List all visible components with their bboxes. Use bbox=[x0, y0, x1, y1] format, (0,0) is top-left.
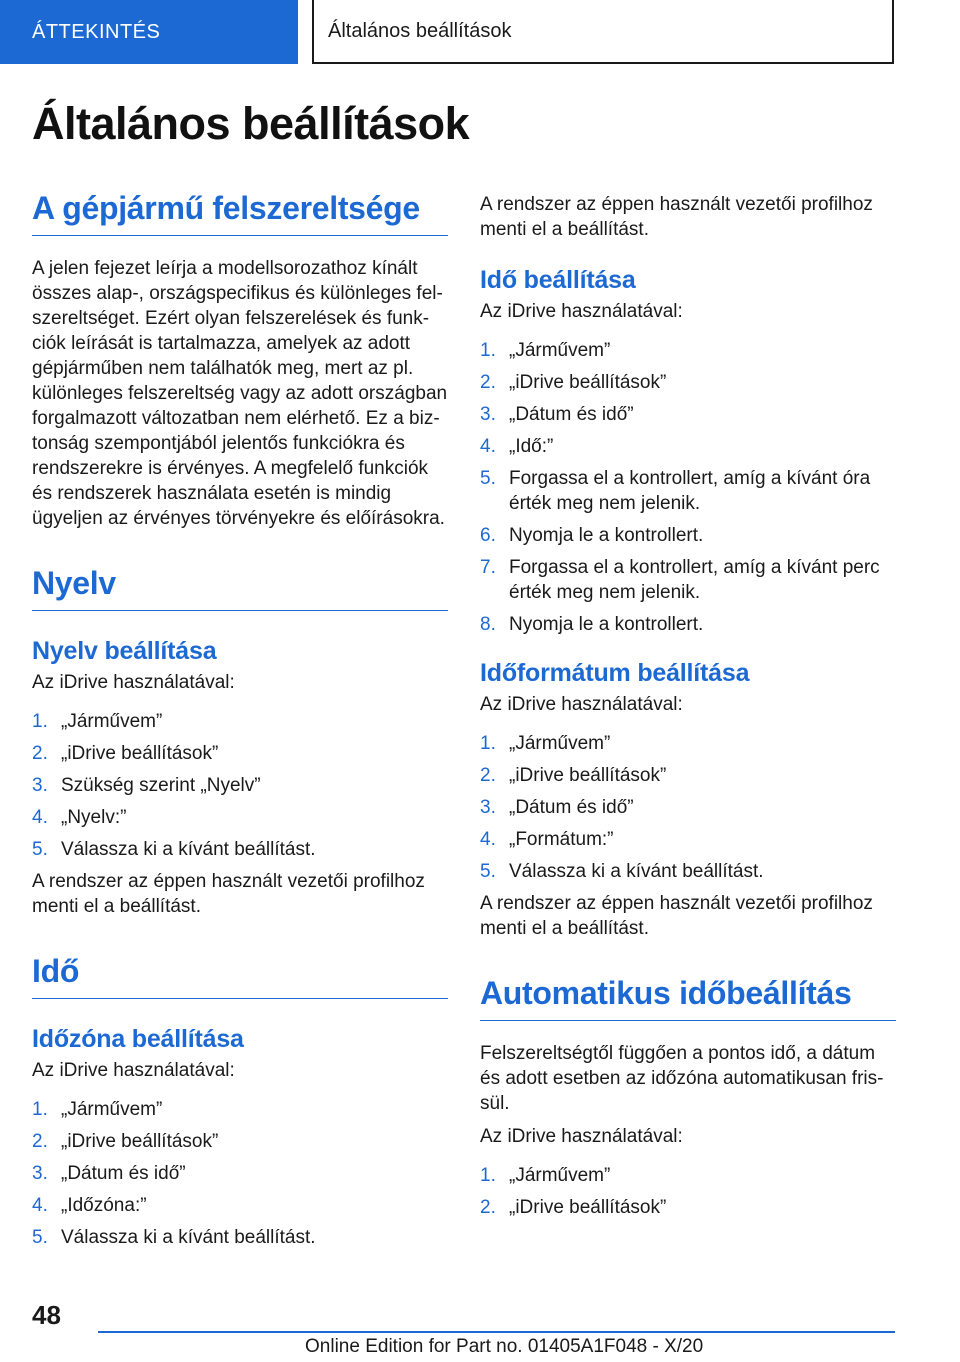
list-item: 5. Válassza ki a kívánt beállítást. bbox=[480, 861, 764, 882]
list-item: 3. „Dátum és idő” bbox=[32, 1163, 186, 1184]
list-item: 2. „iDrive beállítások” bbox=[480, 1197, 667, 1218]
list-item: 4. „Nyelv:” bbox=[32, 807, 127, 828]
list-item: 1. „Járművem” bbox=[32, 1099, 163, 1120]
list-item: 3. „Dátum és idő” bbox=[480, 404, 634, 425]
language-steps bbox=[32, 709, 448, 862]
auto-time-intro: Az iDrive használatával: bbox=[480, 1126, 683, 1147]
equipment-body: A jelen fejezet leírja a modellsorozathoz kínált összes alap-, országspecifikus és különleges felszereltséget. Ezért olyan felszerelések és funkciók leírását is tartalmazza, amelyek az adott gépjárműben nem találhatók meg, mert az pl. különleges felszereltség vagy az adott országban forgalmazott változatban nem elérhető. Ez a biztonság szempontjából jelentős funkciókra és rendszerekre is érvényes. A megfelelő funkciók és rendszerek használata esetén is mindig ügyeljen az érvényes törvényekre és előírásokra. bbox=[32, 258, 448, 529]
language-subheading: Nyelv beállítása bbox=[32, 637, 217, 665]
timezone-steps bbox=[32, 1097, 448, 1250]
chapter-tab[interactable]: Általános beállítások bbox=[312, 0, 894, 64]
time-format-intro: Az iDrive használatával: bbox=[480, 694, 683, 715]
auto-time-steps bbox=[480, 1163, 896, 1220]
equipment-heading: A gépjármű felszereltsége bbox=[32, 190, 448, 236]
list-item: 6. Nyomja le a kontrollert. bbox=[480, 525, 704, 546]
list-item: 1. „Járművem” bbox=[480, 340, 611, 361]
timezone-note: A rendszer az éppen használt vezetői profilhoz menti el a beállítást. bbox=[480, 194, 873, 240]
right-column bbox=[480, 192, 896, 1227]
list-item: 5. Válassza ki a kívánt beállítást. bbox=[32, 1227, 316, 1248]
time-format-note: A rendszer az éppen használt vezetői profilhoz menti el a beállítást. bbox=[480, 893, 873, 939]
list-item: 4. „Idő:” bbox=[480, 436, 554, 457]
time-format-subheading: Időformátum beállítása bbox=[480, 659, 750, 687]
left-column bbox=[32, 190, 448, 1257]
auto-time-body: Felszereltségtől függően a pontos idő, a dátum és adott esetben az időzóna automatikusan frissül. bbox=[480, 1043, 884, 1114]
timezone-subheading: Időzóna beállítása bbox=[32, 1025, 244, 1053]
time-format-steps bbox=[480, 731, 896, 884]
footer-divider bbox=[98, 1331, 895, 1333]
list-item: 2. „iDrive beállítások” bbox=[480, 765, 667, 786]
section-tab[interactable]: ÁTTEKINTÉS bbox=[0, 0, 298, 64]
list-item: 1. „Járművem” bbox=[32, 711, 163, 732]
list-item: 1. „Járművem” bbox=[480, 1165, 611, 1186]
footer-edition: Online Edition for Part no. 01405A1F048 - X/20 bbox=[305, 1336, 704, 1357]
list-item: 3. „Dátum és idő” bbox=[480, 797, 634, 818]
language-note: A rendszer az éppen használt vezetői profilhoz menti el a beállítást. bbox=[32, 871, 425, 917]
page-number: 48 bbox=[32, 1300, 61, 1330]
list-item: 7. Forgassa el a kontrollert, amíg a kívánt perc érték meg nem jelenik. bbox=[480, 557, 880, 603]
list-item: 3. Szükség szerint „Nyelv” bbox=[32, 775, 261, 796]
list-item: 2. „iDrive beállítások” bbox=[480, 372, 667, 393]
list-item: 4. „Időzóna:” bbox=[32, 1195, 147, 1216]
auto-time-heading: Automatikus időbeállítás bbox=[480, 975, 896, 1021]
list-item: 1. „Járművem” bbox=[480, 733, 611, 754]
list-item: 8. Nyomja le a kontrollert. bbox=[480, 614, 704, 635]
list-item: 5. Válassza ki a kívánt beállítást. bbox=[32, 839, 316, 860]
list-item: 4. „Formátum:” bbox=[480, 829, 614, 850]
set-time-intro: Az iDrive használatával: bbox=[480, 301, 683, 322]
list-item: 5. Forgassa el a kontrollert, amíg a kívánt óra érték meg nem jelenik. bbox=[480, 468, 871, 514]
language-intro: Az iDrive használatával: bbox=[32, 672, 235, 693]
set-time-subheading: Idő beállítása bbox=[480, 266, 636, 294]
language-heading: Nyelv bbox=[32, 565, 448, 611]
list-item: 2. „iDrive beállítások” bbox=[32, 743, 219, 764]
set-time-steps bbox=[480, 338, 896, 637]
page-title: Általános beállítások bbox=[32, 98, 470, 149]
time-heading: Idő bbox=[32, 953, 448, 999]
list-item: 2. „iDrive beállítások” bbox=[32, 1131, 219, 1152]
timezone-intro: Az iDrive használatával: bbox=[32, 1060, 235, 1081]
